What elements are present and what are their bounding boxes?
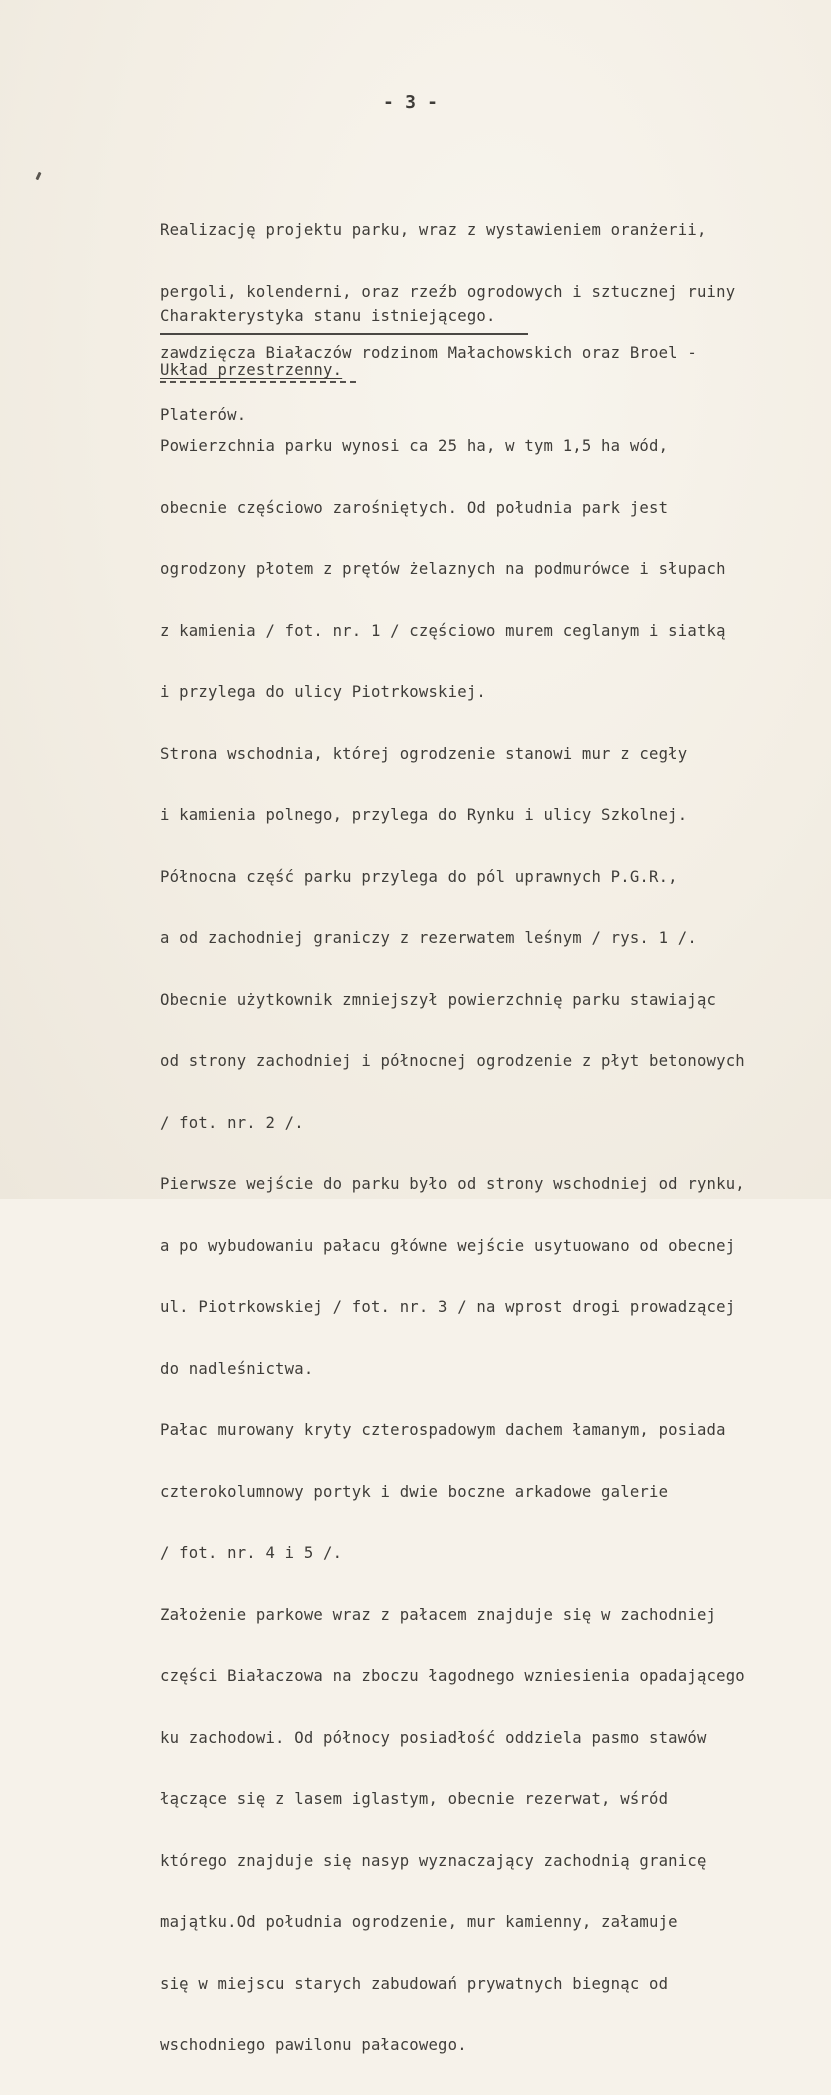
- body-paragraph: [160, 398, 745, 2095]
- text-line: zawdzięcza Białaczów rodzinom Małachowskich oraz Broel -: [160, 344, 697, 362]
- text-line: czterokolumnowy portyk i dwie boczne arkadowe galerie: [160, 1482, 669, 1501]
- text-line: Północna część parku przylega do pól uprawnych P.G.R.,: [160, 867, 678, 886]
- text-line: ku zachodowi. Od północy posiadłość oddziela pasmo stawów: [160, 1728, 707, 1747]
- text-line: obecnie częściowo zarośniętych. Od południa park jest: [160, 498, 669, 517]
- text-line: z kamienia / fot. nr. 1 / częściowo murem ceglanym i siatką: [160, 621, 726, 640]
- text-line: którego znajduje się nasyp wyznaczający zachodnią granicę: [160, 1851, 707, 1870]
- text-line: się w miejscu starych zabudowań prywatnych biegnąc od: [160, 1974, 669, 1993]
- subsection-heading: Układ przestrzenny.: [160, 361, 343, 379]
- text-line: Realizację projektu parku, wraz z wystawieniem oranżerii,: [160, 221, 707, 239]
- subsection-heading-double-underline: [160, 381, 356, 383]
- text-line: od strony zachodniej i północnej ogrodzenie z płyt betonowych: [160, 1052, 745, 1070]
- text-line: / fot. nr. 4 i 5 /.: [160, 1544, 343, 1562]
- section-heading: Charakterystyka stanu istniejącego.: [160, 307, 496, 325]
- text-line: i kamienia polnego, przylega do Rynku i ulicy Szkolnej.: [160, 806, 688, 824]
- text-line: Obecnie użytkownik zmniejszył powierzchnię parku stawiając: [160, 990, 717, 1009]
- text-line: łączące się z lasem iglastym, obecnie rezerwat, wśród: [160, 1790, 669, 1808]
- text-line: Strona wschodnia, której ogrodzenie stanowi mur z cegły: [160, 744, 688, 763]
- text-line: wschodniego pawilonu pałacowego.: [160, 2036, 467, 2054]
- text-line: części Białaczowa na zboczu łagodnego wzniesienia opadającego: [160, 1667, 745, 1685]
- text-line: Pierwsze wejście do parku było od strony wschodniej od rynku,: [160, 1175, 745, 1193]
- text-line: Założenie parkowe wraz z pałacem znajduje się w zachodniej: [160, 1605, 717, 1624]
- text-line: majątku.Od południa ogrodzenie, mur kamienny, załamuje: [160, 1913, 678, 1931]
- text-line: Powierzchnia parku wynosi ca 25 ha, w tym 1,5 ha wód,: [160, 437, 669, 455]
- text-line: / fot. nr. 2 /.: [160, 1113, 304, 1132]
- text-line: do nadleśnictwa.: [160, 1359, 314, 1378]
- text-line: Pałac murowany kryty czterospadowym dachem łamanym, posiada: [160, 1421, 726, 1439]
- text-line: ul. Piotrkowskiej / fot. nr. 3 / na wprost drogi prowadzącej: [160, 1298, 736, 1316]
- text-line: i przylega do ulicy Piotrkowskiej.: [160, 683, 486, 701]
- ink-speck: [35, 172, 41, 181]
- text-line: a od zachodniej graniczy z rezerwatem leśnym / rys. 1 /.: [160, 929, 697, 947]
- text-line: a po wybudowaniu pałacu główne wejście usytuowano od obecnej: [160, 1236, 736, 1255]
- text-line: pergoli, kolenderni, oraz rzeźb ogrodowych i sztucznej ruiny: [160, 282, 736, 301]
- text-line: ogrodzony płotem z prętów żelaznych na podmurówce i słupach: [160, 560, 726, 578]
- page-number: - 3 -: [383, 92, 439, 113]
- text-line: Platerów.: [160, 405, 247, 424]
- section-heading-underline: [160, 333, 528, 335]
